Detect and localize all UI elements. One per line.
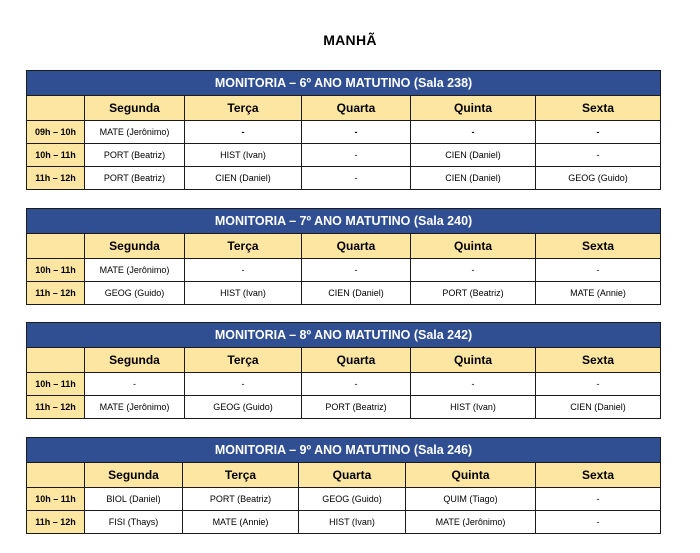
schedule-cell: -: [185, 373, 302, 396]
schedule-cell: CIEN (Daniel): [302, 282, 411, 305]
time-slot: 10h – 11h: [27, 259, 85, 282]
schedule-cell: GEOG (Guido): [85, 282, 185, 305]
schedule-cell: -: [302, 144, 411, 167]
schedule-cell: QUIM (Tiago): [406, 488, 536, 511]
schedule-cell: BIOL (Daniel): [85, 488, 183, 511]
time-slot: 09h – 10h: [27, 121, 85, 144]
schedule-cell: PORT (Beatriz): [411, 282, 536, 305]
schedule-cell: -: [302, 373, 411, 396]
day-header: Sexta: [536, 234, 661, 259]
time-slot: 11h – 12h: [27, 282, 85, 305]
day-header: Quinta: [411, 96, 536, 121]
day-header: Terça: [183, 463, 299, 488]
schedule-cell: GEOG (Guido): [185, 396, 302, 419]
schedule-cell: HIST (Ivan): [299, 511, 406, 534]
table-title: MONITORIA – 8º ANO MATUTINO (Sala 242): [27, 323, 661, 348]
schedule-cell: CIEN (Daniel): [411, 144, 536, 167]
schedule-table-9-ano: [26, 437, 661, 534]
schedule-cell: HIST (Ivan): [185, 144, 302, 167]
schedule-table-6-ano: [26, 70, 661, 190]
schedule-cell: PORT (Beatriz): [302, 396, 411, 419]
day-header: Segunda: [85, 463, 183, 488]
day-header: Segunda: [85, 96, 185, 121]
table-title: MONITORIA – 9º ANO MATUTINO (Sala 246): [27, 438, 661, 463]
schedule-cell: MATE (Jerônimo): [406, 511, 536, 534]
day-header: Terça: [185, 348, 302, 373]
schedule-cell: -: [85, 373, 185, 396]
day-header: Terça: [185, 96, 302, 121]
schedule-cell: HIST (Ivan): [411, 396, 536, 419]
schedule-cell: PORT (Beatriz): [85, 144, 185, 167]
schedule-cell: -: [411, 373, 536, 396]
schedule-cell: MATE (Jerônimo): [85, 121, 185, 144]
time-slot: 10h – 11h: [27, 373, 85, 396]
day-header: Quinta: [411, 348, 536, 373]
schedule-cell: -: [536, 144, 661, 167]
day-header: Quinta: [406, 463, 536, 488]
schedule-cell: -: [536, 511, 661, 534]
day-header: Segunda: [85, 348, 185, 373]
header-corner-cell: [27, 348, 85, 373]
schedule-cell: -: [185, 259, 302, 282]
schedule-cell: CIEN (Daniel): [185, 167, 302, 190]
schedule-cell: -: [411, 259, 536, 282]
header-corner-cell: [27, 96, 85, 121]
day-header: Sexta: [536, 348, 661, 373]
schedule-cell: -: [302, 167, 411, 190]
schedule-cell: -: [411, 121, 536, 144]
time-slot: 11h – 12h: [27, 167, 85, 190]
day-header: Quarta: [302, 96, 411, 121]
day-header: Sexta: [536, 463, 661, 488]
schedule-cell: CIEN (Daniel): [411, 167, 536, 190]
schedule-cell: PORT (Beatriz): [183, 488, 299, 511]
schedule-cell: -: [302, 121, 411, 144]
day-header: Quarta: [302, 348, 411, 373]
header-corner-cell: [27, 463, 85, 488]
schedule-cell: FISI (Thays): [85, 511, 183, 534]
schedule-cell: GEOG (Guido): [299, 488, 406, 511]
schedule-cell: -: [536, 373, 661, 396]
header-corner-cell: [27, 234, 85, 259]
schedule-cell: MATE (Jerônimo): [85, 396, 185, 419]
schedule-cell: GEOG (Guido): [536, 167, 661, 190]
schedule-cell: -: [536, 259, 661, 282]
schedule-cell: PORT (Beatriz): [85, 167, 185, 190]
schedule-cell: CIEN (Daniel): [536, 396, 661, 419]
time-slot: 10h – 11h: [27, 488, 85, 511]
table-title: MONITORIA – 7º ANO MATUTINO (Sala 240): [27, 209, 661, 234]
day-header: Terça: [185, 234, 302, 259]
schedule-cell: -: [185, 121, 302, 144]
page-title: MANHÃ: [323, 32, 377, 48]
day-header: Quarta: [302, 234, 411, 259]
schedule-cell: -: [536, 121, 661, 144]
schedule-cell: MATE (Annie): [183, 511, 299, 534]
day-header: Quinta: [411, 234, 536, 259]
table-title: MONITORIA – 6º ANO MATUTINO (Sala 238): [27, 71, 661, 96]
schedule-cell: MATE (Annie): [536, 282, 661, 305]
schedule-cell: HIST (Ivan): [185, 282, 302, 305]
schedule-cell: MATE (Jerônimo): [85, 259, 185, 282]
day-header: Segunda: [85, 234, 185, 259]
schedule-table-8-ano: [26, 322, 661, 419]
time-slot: 11h – 12h: [27, 511, 85, 534]
schedule-cell: -: [536, 488, 661, 511]
day-header: Sexta: [536, 96, 661, 121]
schedule-cell: -: [302, 259, 411, 282]
schedule-table-7-ano: [26, 208, 661, 305]
day-header: Quarta: [299, 463, 406, 488]
time-slot: 11h – 12h: [27, 396, 85, 419]
time-slot: 10h – 11h: [27, 144, 85, 167]
